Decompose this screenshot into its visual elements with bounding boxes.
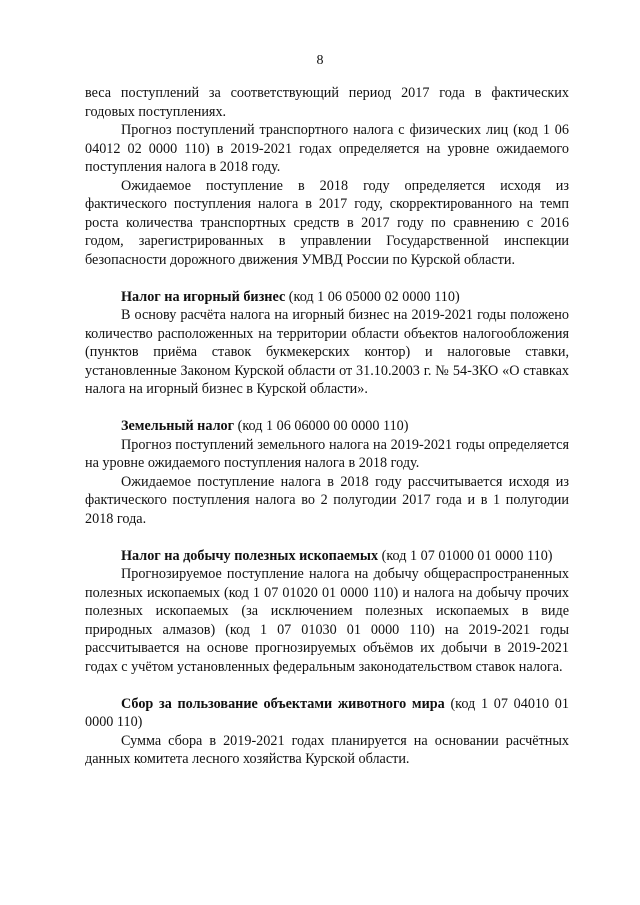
section-spacer <box>85 676 569 695</box>
paragraph: Прогнозируемое поступление налога на добычу общераспространенных полезных ископаемых (код 1 07 01020 01 0000 110) и налога на добычу прочих полезных ископаемых (за исключением полезных ископаемых в виде природных алмазов) (код 1 07 01030 01 0000 110) на 2019-2021 годы рассчитывается на основе прогнозируемых объёмов их добычи в 2019-2021 годах с учётом установленных федеральным законодательством ставок налога. <box>85 566 569 675</box>
intro-continuation: веса поступлений за соответствующий период 2017 года в фактических годовых поступлениях. <box>85 85 569 120</box>
paragraph: Сумма сбора в 2019-2021 годах планируется на основании расчётных данных комитета лесного хозяйства Курской области. <box>85 732 569 767</box>
section-code: (код 1 06 05000 02 0000 110) <box>285 288 460 305</box>
section-title: Сбор за пользование объектами животного мира <box>121 695 445 712</box>
transport-tax-expected: Ожидаемое поступление в 2018 году определяется исходя из фактического поступления налога в 2017 году, скорректированного на темп роста количества транспортных средств в 2017 году по сравнению с 2016 годом, зарегистрированных в управлении Государственной инспекции безопасности дорожного движения УМВД России по Курской области. <box>85 177 569 268</box>
section-spacer <box>85 399 569 418</box>
section-title: Земельный налог <box>121 418 235 434</box>
section-code: (код 1 07 04010 01 0000 110) <box>85 695 569 730</box>
land-tax-heading <box>85 417 569 436</box>
section-code: (код 1 07 01000 01 0000 110) <box>378 547 553 564</box>
mining-tax-heading <box>85 547 569 566</box>
wildlife-fee-heading <box>85 695 569 732</box>
gambling-tax-heading <box>85 288 569 307</box>
page-number: 8 <box>316 53 324 68</box>
section-code: (код 1 06 06000 00 0000 110) <box>234 418 409 434</box>
transport-tax-forecast: Прогноз поступлений транспортного налога с физических лиц (код 1 06 04012 02 0000 110) в 2019-2021 годах определяется на уровне ожидаемого поступления налога в 2018 году. <box>85 122 569 175</box>
section-spacer <box>85 269 569 288</box>
paragraph: Прогноз поступлений земельного налога на 2019-2021 годы определяется на уровне ожидаемого поступления налога в 2018 году. <box>85 436 569 471</box>
section-title: Налог на игорный бизнес <box>121 288 286 305</box>
document-body <box>85 84 569 769</box>
section-title: Налог на добычу полезных ископаемых <box>121 547 379 564</box>
section-spacer <box>85 528 569 547</box>
paragraph: Ожидаемое поступление налога в 2018 году рассчитывается исходя из фактического поступления налога во 2 полугодии 2017 года и в 1 полугодии 2018 года. <box>85 473 569 527</box>
paragraph: В основу расчёта налога на игорный бизнес на 2019-2021 годы положено количество расположенных на территории области объектов налогообложения (пунктов приёма ставок букмекерских контор) и налоговые ставки, установленные Законом Курской области от 31.10.2003 г. № 54-ЗКО «О ставках налога на игорный бизнес в Курской области». <box>85 307 569 397</box>
